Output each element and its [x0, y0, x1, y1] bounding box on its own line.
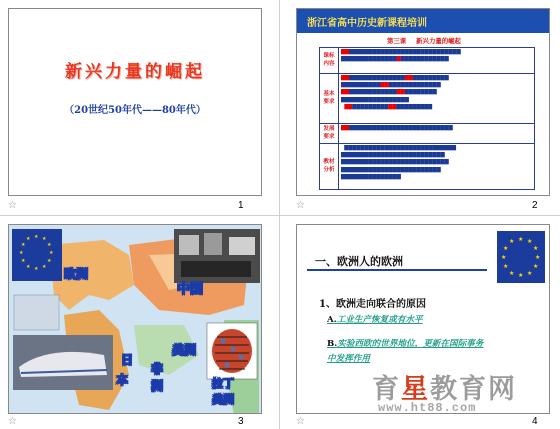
table-row	[320, 48, 535, 74]
slide-number-1: 1	[238, 200, 244, 211]
svg-text:★: ★	[518, 236, 524, 243]
item-text: 工业生产恢复或有水平	[336, 315, 423, 325]
watermark-url: www.ht88.com	[378, 401, 477, 415]
table-row-text: ▇▇▇▇▇▇▇▇▇▇▇▇▇▇▇▇▇▇▇▇▇▇▇▇▇▇▇▇▇▇ ▇▇▇▇▇▇▇▇▇▇▇▇▇▇▇▇▇▇▇▇▇▇▇▇▇▇▇	[339, 48, 535, 74]
svg-text:★: ★	[509, 270, 515, 277]
map-label-japan-1: 日	[121, 353, 134, 367]
slide-number-2: 2	[532, 200, 538, 211]
table-row-text: ▇▇▇▇▇▇▇▇▇▇▇▇▇▇▇▇▇▇▇▇▇▇▇▇▇▇▇▇ ▇▇▇▇▇▇▇▇▇▇▇▇▇▇▇▇▇▇▇▇▇▇▇▇▇▇ ▇▇▇▇▇▇▇▇▇▇▇▇▇▇▇▇▇▇▇▇▇▇▇▇▇▇▇ ▇▇▇▇▇▇▇▇▇▇▇▇▇▇▇▇▇▇▇▇▇▇▇▇▇ ▇▇▇▇▇▇▇▇▇▇▇▇▇▇▇	[339, 144, 535, 190]
svg-text:★: ★	[503, 245, 509, 252]
svg-text:★: ★	[49, 250, 54, 256]
svg-text:★: ★	[501, 254, 507, 261]
svg-text:★: ★	[34, 234, 39, 240]
table-row-label: 教材分析	[320, 144, 339, 190]
slide-4-item-a[interactable]	[327, 313, 527, 328]
slide-thumbnail-1[interactable]	[8, 8, 262, 196]
svg-text:★: ★	[26, 236, 31, 242]
slide-2-header-bar	[297, 9, 549, 33]
slide-1-title: 新兴力量的崛起	[65, 62, 205, 82]
table-row-text: ▇▇▇▇▇▇▇▇▇▇▇▇▇▇▇▇▇▇▇▇▇▇▇▇▇▇▇ ▇▇▇▇▇▇▇▇▇▇▇▇▇▇▇▇▇▇▇▇▇▇▇▇▇ ▇▇▇▇▇▇▇▇▇▇▇▇▇▇▇▇▇▇▇▇▇▇▇▇ ▇▇▇▇▇▇▇▇▇▇▇▇▇▇▇▇▇ ▇▇▇▇▇▇▇▇▇▇▇▇▇▇▇▇▇▇▇▇▇▇	[339, 74, 535, 124]
item-letter: A.	[327, 315, 337, 325]
svg-text:★: ★	[535, 254, 541, 261]
svg-text:★: ★	[34, 266, 39, 272]
slide-4-section-title: 1、欧洲走向联合的原因	[319, 299, 426, 310]
slide-transition-icon-4[interactable]: ☆	[296, 416, 305, 427]
svg-text:★: ★	[533, 245, 539, 252]
eu-flag	[497, 231, 545, 283]
horizontal-divider	[0, 215, 560, 216]
map-label-latin-america-2: 美洲	[212, 393, 234, 406]
map-label-africa-2: 洲	[151, 379, 164, 393]
slide-transition-icon-3[interactable]: ☆	[8, 416, 17, 427]
watermark-part-2: 教育网	[430, 374, 517, 405]
svg-text:★: ★	[518, 272, 524, 279]
map-label-usa: 美洲	[172, 343, 197, 357]
map-label-africa-1: 非	[151, 362, 164, 376]
map-inset	[14, 295, 59, 330]
svg-text:★: ★	[509, 238, 515, 245]
slide-4-heading: 一、欧洲人的欧洲	[315, 255, 403, 268]
svg-text:★: ★	[26, 264, 31, 270]
slide-2-section-title: 新兴力量的崛起	[416, 37, 461, 45]
slide-4-heading-underline	[307, 269, 487, 271]
slide-2-header-title: 浙江省高中历史新课程培训	[307, 18, 427, 29]
svg-text:★: ★	[19, 250, 24, 256]
map-label-europe: 欧洲	[64, 267, 89, 281]
slide-4-item-b[interactable]	[327, 337, 487, 367]
slide-2-subheader	[319, 36, 535, 46]
watermark-star: 星	[401, 374, 430, 405]
slide-number-3: 3	[238, 416, 244, 427]
table-row-label: 课标内容	[320, 48, 339, 74]
watermark-part-1: 育	[372, 374, 401, 405]
item-text: 实验西欧的世界地位，更新在国际事务中发挥作用	[327, 339, 484, 364]
table-row-label: 基本要求	[320, 74, 339, 124]
map-label-china: 中国	[177, 282, 204, 297]
slide-thumbnail-3[interactable]	[8, 224, 262, 414]
map-label-japan-2: 本	[116, 373, 129, 387]
slide-transition-icon-1[interactable]: ☆	[8, 200, 17, 211]
svg-text:★: ★	[503, 263, 509, 270]
slide-2-section-number: 第三课	[387, 37, 407, 45]
svg-text:★: ★	[47, 242, 52, 248]
table-row-text: ▇▇▇▇▇▇▇▇▇▇▇▇▇▇▇▇▇▇▇▇▇▇▇▇▇▇▇▇	[339, 124, 535, 144]
item-letter: B.	[327, 339, 338, 349]
table-row	[320, 144, 535, 190]
slide-2-curriculum-table	[319, 47, 535, 190]
table-row-label: 发展要求	[320, 124, 339, 144]
svg-text:★: ★	[42, 236, 47, 242]
table-row	[320, 124, 535, 144]
svg-text:★: ★	[527, 238, 533, 245]
slide-thumbnail-2[interactable]	[296, 8, 550, 196]
slide-number-4: 4	[532, 416, 538, 427]
slide-1-subtitle: （20世纪50年代——80年代）	[64, 105, 206, 116]
table-row	[320, 74, 535, 124]
svg-text:★: ★	[21, 258, 26, 264]
svg-text:★: ★	[527, 270, 533, 277]
map-label-latin-america-1: 拉丁	[212, 377, 234, 390]
svg-text:★: ★	[21, 242, 26, 248]
svg-text:★: ★	[47, 258, 52, 264]
slide-transition-icon-2[interactable]: ☆	[296, 200, 305, 211]
svg-text:★: ★	[42, 264, 47, 270]
svg-text:★: ★	[533, 263, 539, 270]
